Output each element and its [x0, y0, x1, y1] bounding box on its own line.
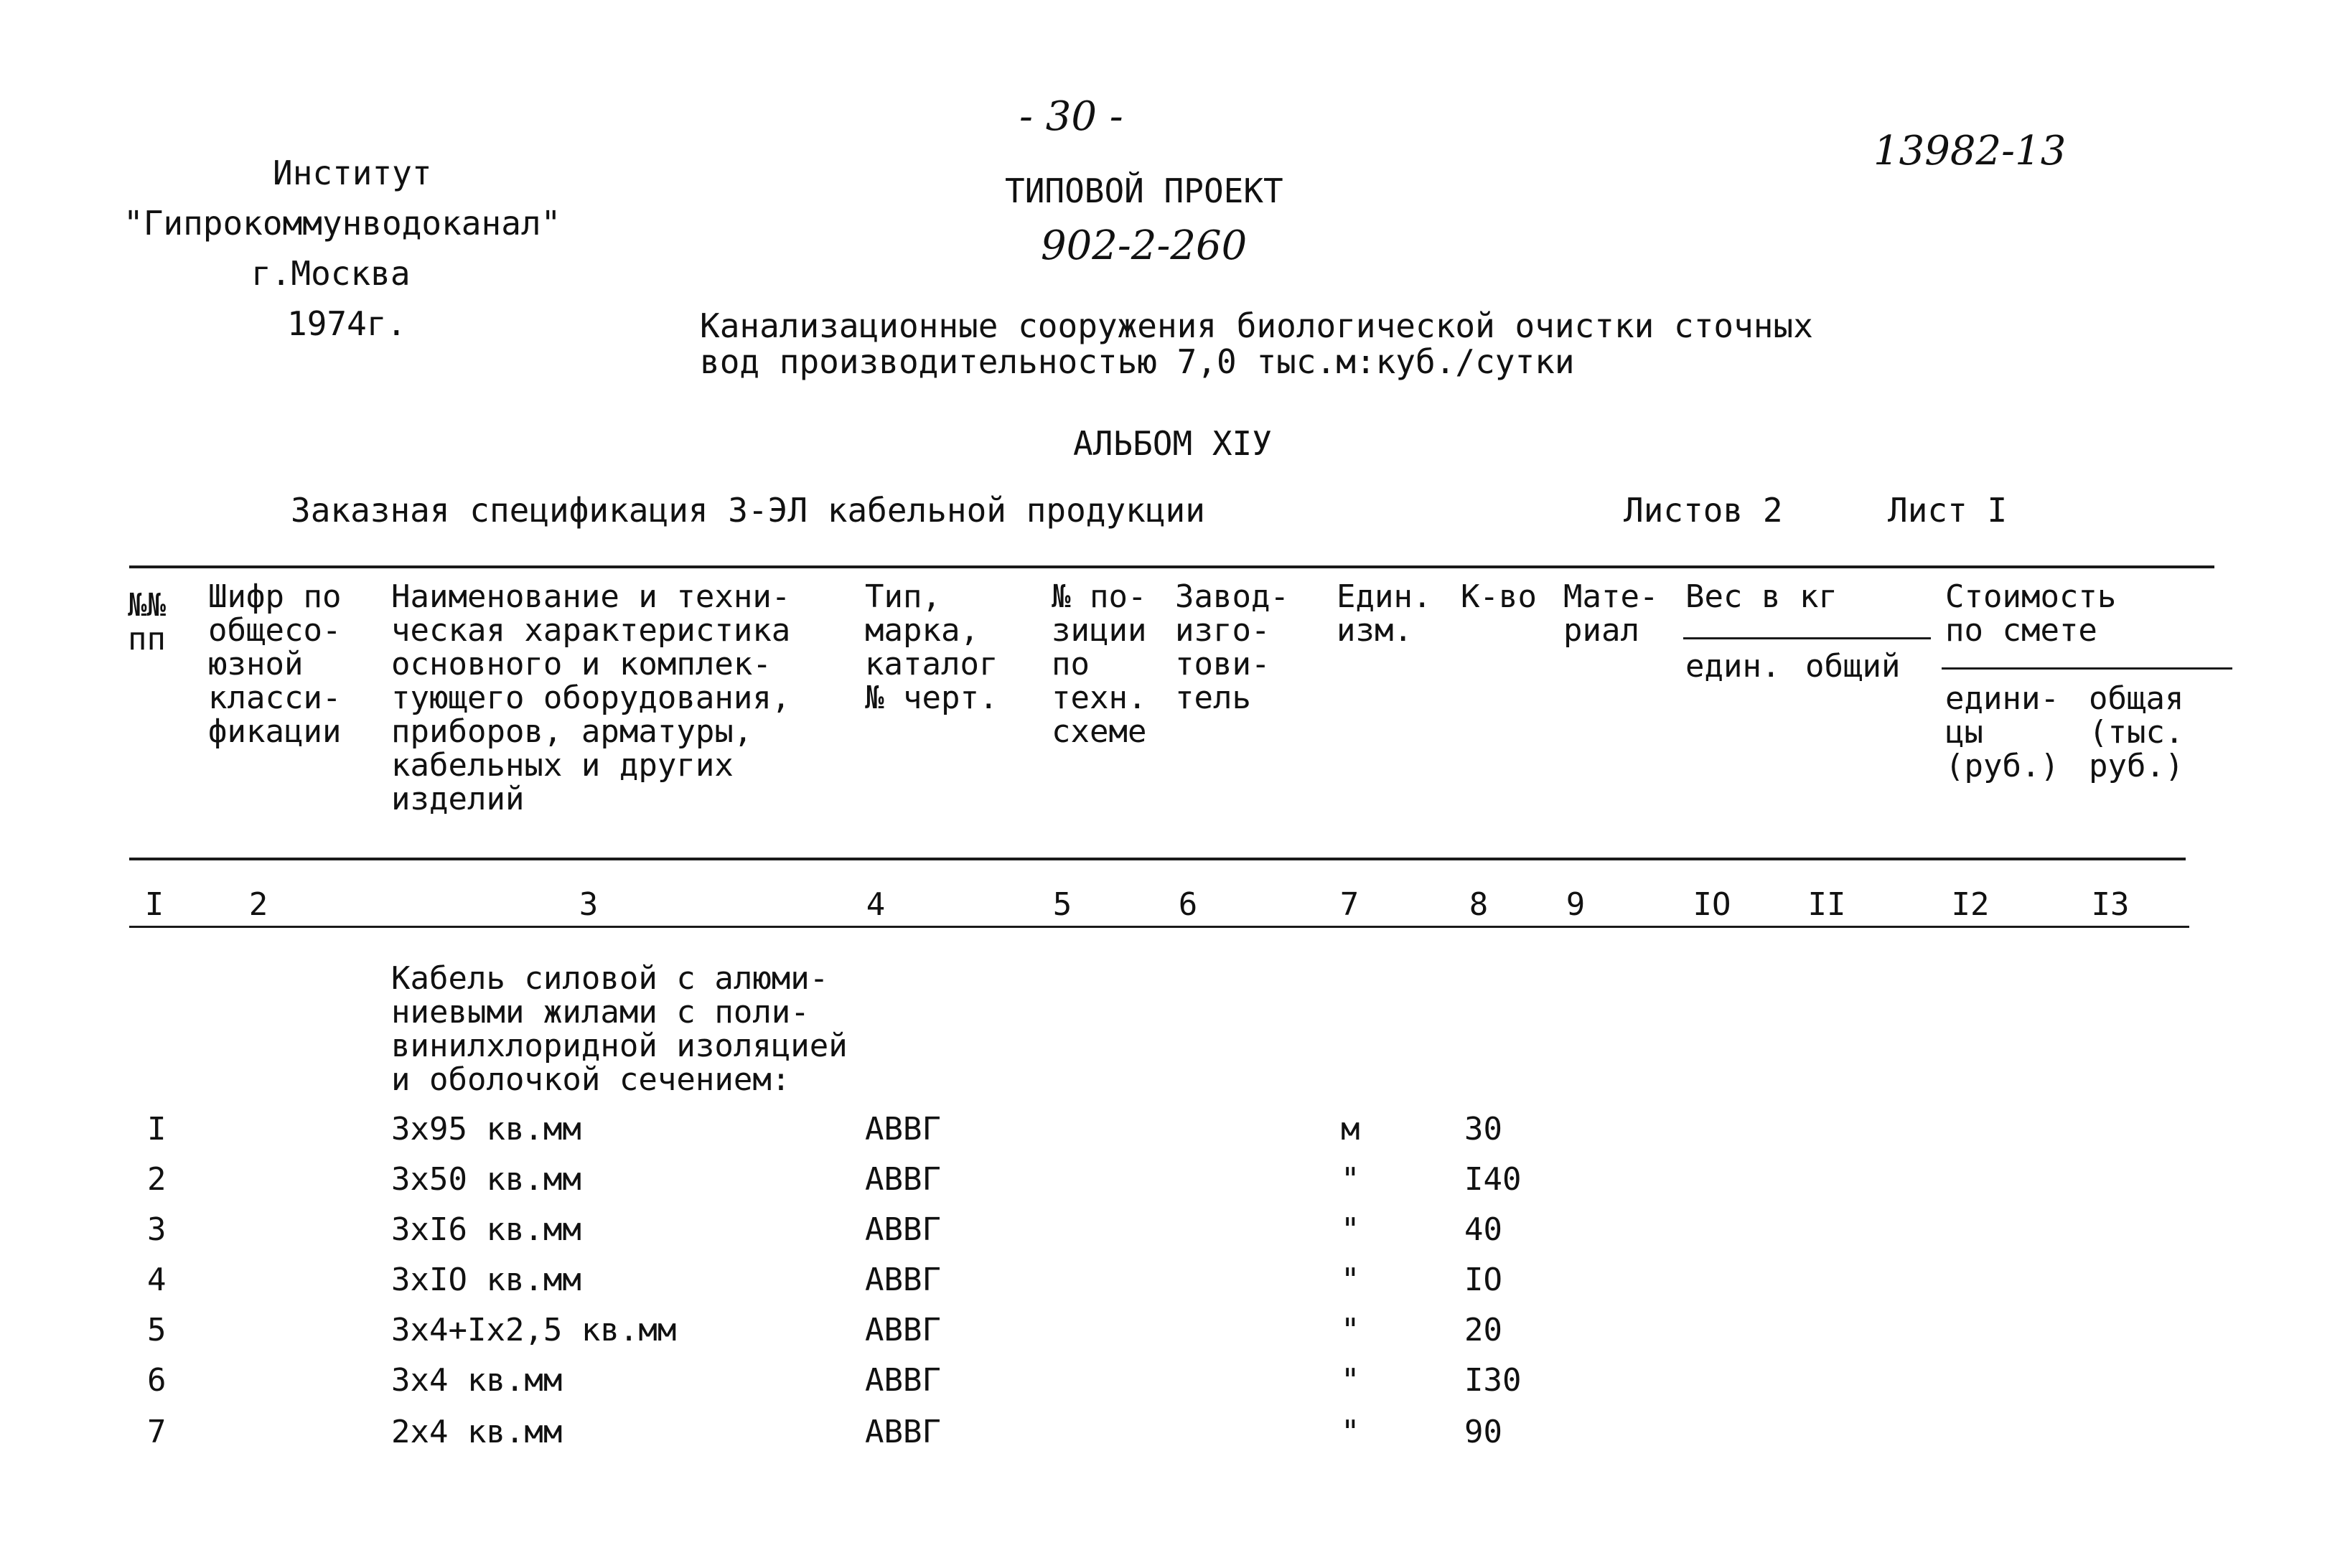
- header-col-4: Тип, марка, каталог № черт.: [865, 578, 998, 716]
- row-number: 4: [147, 1262, 167, 1298]
- row-type: АВВГ: [865, 1161, 941, 1198]
- institute-city: г.Москва: [251, 254, 411, 293]
- row-qty: IO: [1464, 1262, 1502, 1298]
- header-col-7: Един. изм.: [1337, 578, 1432, 649]
- header-weight-unit: един.: [1685, 648, 1781, 685]
- row-number: 6: [147, 1362, 167, 1399]
- institute-name: "Гипрокоммунводоканал": [123, 204, 561, 243]
- album-title: АЛЬБОМ XIУ: [1073, 424, 1272, 463]
- institute-year: 1974г.: [287, 304, 407, 343]
- column-number: I3: [2091, 886, 2130, 923]
- column-number: 9: [1566, 886, 1586, 923]
- row-unit: ": [1341, 1211, 1360, 1248]
- column-number: 8: [1469, 886, 1489, 923]
- row-name: 3хI6 кв.мм: [391, 1211, 581, 1248]
- row-qty: 40: [1464, 1211, 1502, 1248]
- row-number: 3: [147, 1211, 167, 1248]
- row-type: АВВГ: [865, 1362, 941, 1399]
- page-number: - 30 -: [1019, 93, 1123, 140]
- group-description: Кабель силовой с алюми- ниевыми жилами с поли- винилхлоридной изоляцией и оболочкой сечением:: [391, 960, 848, 1098]
- header-col-8: К-во: [1461, 578, 1537, 615]
- row-unit: ": [1341, 1362, 1360, 1399]
- row-qty: I40: [1464, 1161, 1522, 1198]
- row-type: АВВГ: [865, 1262, 941, 1298]
- column-number: II: [1807, 886, 1846, 923]
- header-cost-unit: едини- цы (руб.): [1945, 680, 2059, 784]
- sheet-number: Лист I: [1888, 491, 2008, 530]
- header-col-3: Наименование и техни- ческая характеристика основного и комплек- тующего оборудования, приборов, арматуры, кабельных и других изделий: [391, 578, 791, 817]
- row-unit: ": [1341, 1161, 1360, 1198]
- row-number: 2: [147, 1161, 167, 1198]
- column-number: I2: [1951, 886, 1990, 923]
- row-unit: м: [1341, 1111, 1360, 1147]
- column-number: I: [144, 886, 164, 923]
- row-name: 3хIO кв.мм: [391, 1262, 581, 1298]
- document-code: 13982-13: [1873, 128, 2067, 174]
- project-label: ТИПОВОЙ ПРОЕКТ: [1005, 172, 1283, 210]
- row-type: АВВГ: [865, 1312, 941, 1348]
- cost-sub-rule: [1942, 667, 2232, 670]
- header-bottom-rule: [129, 858, 2186, 860]
- row-type: АВВГ: [865, 1414, 941, 1450]
- row-name: 2х4 кв.мм: [391, 1414, 563, 1450]
- column-number: 3: [579, 886, 599, 923]
- column-number: 5: [1052, 886, 1072, 923]
- header-cost-total: общая (тыс. руб.): [2089, 680, 2184, 784]
- column-number: 2: [248, 886, 268, 923]
- column-number: 6: [1178, 886, 1198, 923]
- row-name: 3х95 кв.мм: [391, 1111, 581, 1147]
- header-cost: Стоимость по смете: [1945, 578, 2117, 649]
- row-number: 7: [147, 1414, 167, 1450]
- institute-label: Институт: [273, 154, 432, 192]
- sheets-total: Листов 2: [1624, 491, 1783, 530]
- row-type: АВВГ: [865, 1111, 941, 1147]
- project-title-line1: Канализационные сооружения биологической очистки сточных: [700, 306, 1813, 345]
- column-number: 4: [866, 886, 886, 923]
- row-qty: I30: [1464, 1362, 1522, 1399]
- row-unit: ": [1341, 1414, 1360, 1450]
- column-number: IO: [1693, 886, 1731, 923]
- row-type: АВВГ: [865, 1211, 941, 1248]
- row-qty: 30: [1464, 1111, 1502, 1147]
- project-title-line2: вод производительностью 7,0 тыс.м:куб./сутки: [700, 342, 1575, 381]
- header-col-1: №№ пп: [128, 587, 166, 657]
- row-unit: ": [1341, 1312, 1360, 1348]
- row-qty: 90: [1464, 1414, 1502, 1450]
- row-name: 3х4 кв.мм: [391, 1362, 563, 1399]
- header-weight-total: общий: [1805, 648, 1901, 685]
- row-name: 3х50 кв.мм: [391, 1161, 581, 1198]
- project-number: 902-2-260: [1041, 222, 1248, 269]
- row-qty: 20: [1464, 1312, 1502, 1348]
- weight-sub-rule: [1683, 637, 1931, 639]
- table-top-rule: [129, 565, 2214, 568]
- header-col-5: № по- зиции по техн. схеме: [1052, 578, 1147, 750]
- header-col-9: Мате- риал: [1563, 578, 1659, 649]
- row-name: 3х4+Iх2,5 кв.мм: [391, 1312, 677, 1348]
- header-col-2: Шифр по общесо- юзной класси- фикации: [208, 578, 342, 750]
- row-unit: ": [1341, 1262, 1360, 1298]
- column-numbers-rule: [129, 926, 2189, 928]
- header-weight: Вес в кг: [1685, 578, 1838, 615]
- column-number: 7: [1339, 886, 1359, 923]
- row-number: I: [147, 1111, 167, 1147]
- row-number: 5: [147, 1312, 167, 1348]
- spec-title: Заказная спецификация 3-ЭЛ кабельной продукции: [291, 491, 1205, 530]
- header-col-6: Завод- изго- тови- тель: [1175, 578, 1289, 716]
